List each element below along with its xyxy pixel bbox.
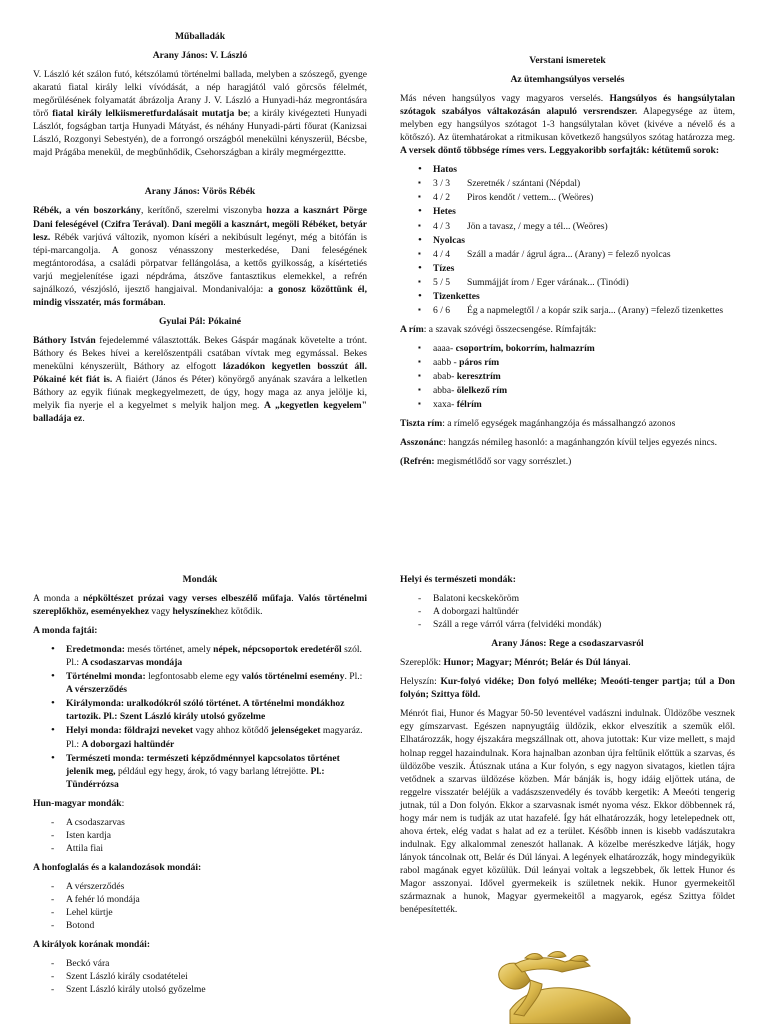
list-item: - Isten kardja (33, 829, 367, 842)
column-helyi-mondak (400, 573, 735, 922)
meter-pattern: 4 / 3 (433, 220, 451, 232)
helyi-heading: Helyi és természeti mondák: (400, 574, 516, 585)
meter-example-text: Summájját írom / Eger várának... (Tinódi) (467, 276, 629, 288)
meter-example-text: Piros kendőt / vettem... (Weöres) (467, 192, 594, 204)
meter-example-text: Szeretnék / szántani (Népdal) (467, 178, 581, 190)
list-item: - Lehel kürtje (33, 906, 367, 919)
list-item: - Szent László király csodatételei (33, 970, 367, 983)
meter-list (400, 163, 735, 317)
meter-example (400, 248, 735, 261)
ballad-text-v-laszlo: V. László két szálon futó, kétszólamú történelmi ballada, melyben a szószegő, gyenge akaratú fiatal király lelki vívódását, a nép haragjától való görcsös félelmét, megőrülésének folyamatát ábrázolja Arany J. V. László a Hunyadi-ház megrontására törő fiatal király lelkiismeretfurdalásait mutatja be; a király kivégezteti Hunyadi Lászlót, fogságban tartja Hunyadi Mátyást, és néhány Hunyadi-párti főurat (Kanizsai László, Rozgonyi Sebestyén), de a forrongó országból menekülni kényszerül, Bécsbe, majd Prágába menekül, de megbűnhődik, Csehországban a király megmérgezttte. (33, 69, 368, 159)
list-item: - Attila fiai (33, 842, 367, 855)
rim-name: páros rím (459, 356, 500, 368)
rim-name: félrím (456, 399, 482, 411)
list-item: - A fehér ló mondája (33, 893, 367, 906)
asszonanc: Asszonánc: hangzás némileg hasonló: a magánhangzón kívül teljes egyezés nincs. (400, 437, 718, 449)
list-item: - A doborgazi haltündér (400, 605, 735, 618)
rim-definition: A rím: a szavak szóvégi összecsengése. Rímfajták: (400, 323, 597, 335)
meter-pattern: 4 / 2 (433, 192, 451, 204)
meter-example (400, 191, 735, 204)
list-item: • Helyi monda: földrajzi neveket vagy ahhoz kötődő jelenségeket magyaráz. Pl.: A doborgazi haltündér (33, 724, 367, 750)
meter-pattern: 4 / 4 (433, 248, 451, 260)
rim-code: xaxa- (433, 399, 457, 411)
meter-name: • Hetes (400, 205, 735, 218)
honfoglalas-heading: A honfoglalás és a kalandozások mondái: (33, 861, 202, 873)
list-item: - Beckó vára (33, 957, 367, 970)
ballad-title-v-laszlo: Arany János: V. László (152, 50, 248, 62)
kiralyok-heading: A királyok korának mondái: (33, 939, 151, 951)
rim-type (400, 356, 735, 369)
ballad-text-pokaine: Báthory István fejedelemmé választották. Bekes Gáspár magának követelte a trónt. Báthory és Bekes hívei a kerelőszentpáli csatában vívtak meg egymással. Bekes menekülni kényszerült, Báthory az elfogott lázadókon kegyetlen bosszút áll. Pókainé két fiát is. A fiaiért (János és Péter) könyörgő anyának szavára a lelketlen Báthory az egyik fiúnak megkegyelmezett, de úgy, hogy maga az anya jelölje ki, melyik fia nyerje el a kegyelmet s melyik haljon meg. A „kegyetlen kegyelem" balladája ez. (33, 334, 368, 425)
meter-pattern: 3 / 3 (433, 178, 451, 190)
rim-type (400, 342, 735, 355)
helyi-list (400, 592, 735, 631)
rege-title: Arany János: Rege a csodaszarvasról (491, 638, 644, 650)
verstan-intro: Más néven hangsúlyos vagy magyaros verselés. Hangsúlyos és hangsúlytalan szótagok szabályos váltakozásán alapuló versrendszer. Alapegysége az ütem, melyben egy hangsúlyos szótagot 1-3 hangsúlytalan követ (kivéve a névelő és a kötőszó). Az ütemhatárokat a ritmikusan következő hangsúlyos szótag határozza meg. A versek döntő többsége rímes vers. Leggyakoribb sorfajták: kétütemű sorok: (400, 93, 735, 157)
hun-magyar-heading: Hun-magyar mondák: (33, 797, 125, 809)
list-item: • Természeti monda: természeti képződménnyel kapcsolatos történet jelenik meg, például egy hegy, árok, tó vagy barlang létrejötte. Pl.: Tündérrózsa (33, 752, 367, 791)
list-item: - Száll a rege várról várra (felvidéki mondák) (400, 618, 735, 631)
rim-type-list (400, 342, 735, 411)
rim-name: keresztrím (456, 370, 501, 382)
list-item: - A csodaszarvas (33, 816, 367, 829)
meter-example-text: Száll a madár / ágrul ágra... (Arany) = felező nyolcas (467, 248, 671, 260)
kiralyok-list (33, 957, 367, 996)
column-muballadak (33, 30, 367, 431)
list-item: - A vérszerződés (33, 880, 367, 893)
meter-pattern: 5 / 5 (433, 276, 451, 288)
monda-type-list (33, 643, 367, 791)
list-item: • Eredetmonda: mesés történet, amely népek, népcsoportok eredetéről szól. Pl.: A csodaszarvas mondája (33, 643, 367, 669)
ballad-title-pokaine: Gyulai Pál: Pókainé (158, 315, 242, 327)
meter-example (400, 276, 735, 289)
szereplok: Szereplők: Hunor; Magyar; Ménrót; Belár és Dúl lányai. (400, 657, 631, 669)
monda-types-heading: A monda fajtái: (33, 625, 98, 637)
rim-type (400, 398, 735, 411)
list-item: - Szent László király utolsó győzelme (33, 983, 367, 996)
list-item: - Balatoni kecskeköröm (400, 592, 735, 605)
ballad-text-voros-rebek: Rébék, a vén boszorkány, kerítőnő, szerelmi viszonyba hozza a kasznárt Pörge Dani feleségével (Czifra Terával). Dani megöli a kasznárt, megöli Rébéket, betyár lesz. Rébék varjúvá változik, nyomon kíséri a nekibúsult legényt, még a bitófán is tépi-marcangolja. A gonosz vénasszony mesterkedése, Dani feleségének megtántorodása, a családi pörpatvar fellángolása, a kettős gyilkosság, a kísértetiés varjú megjelenítése igazi népdráma, átszőve fantasztikus elemekkel, a refrén sajnálkozó, vészjósló, ijesztő hangjaival. Mondanivalója: a gonosz közöttünk él, mindig visszatér, más formában. (33, 205, 368, 308)
rim-code: abab- (433, 370, 457, 382)
list-item: - Botond (33, 919, 367, 932)
tiszta-rim: Tiszta rím: a rímelő egységek magánhangzója és mássalhangzó azonos (400, 418, 676, 430)
rim-code: abba- (433, 385, 457, 397)
helyszin: Helyszín: Kur-folyó vidéke; Don folyó melléke; Meoóti-tenger partja; túl a Don folyón; Szittya föld. (400, 676, 736, 701)
rim-name: csoportrím, bokorrím, halmazrím (455, 342, 595, 354)
honfoglalas-list (33, 880, 367, 932)
rege-story: Ménrót fiai, Hunor és Magyar 50-50 leventével vadászni indulnak. Üldözőbe vesznek egy gímszarvast. Egészen napnyugtáig üldözik, ekkor elveszítik a szemük elől. Elhatározzák, hogy éjszakára megszállnak ott, ahova jutottak: Kur vize mellett, s majd holnap reggel hazaindulnak. Kora hajnalban azonban újra feltűnik előttük a szarvas, és üldözőbe veszik. Átúsznak utána a Kur folyón, s egy nagyon sivatagos, kietlen tájra vetődnek a szarvas üldözése közben. Már bánják is, hogy idáig eljöttek utána, de reggelre visszatér beléjük a vadászszenvedély és tovább kergetik: A Meeóti tengerig jutnak, túl a Don folyón. Ekkor a szarvasnak ismét nyoma vész. Ekkor döbbennek rá, hogy már nem is tudják az utat hazafelé. Így hát elhatározzák, hogy letelepednek ott, ahova értek, elég vadat s halat ad ez a terület. Később innen is kisebb vadászutakra indulnak. Egy alkalommal zeneszót hallanak. A közelbe merészkedve látják, hogy lányok táncolnak ott, Belár és Dúl lányai. A legények elhatározzák, hogy mindegyikük rabol magának egyet közülük. Dúl leányai voltak a legszebbek, ők lettek Hunor és Magor asszonyai. Idővel gyermekeik is születnek nekik. Hunor gyermekeitől származnak a hunok, Magyar gyermekeitől a magyarok, egész Szittya földet benépesítették. (400, 708, 735, 916)
meter-name: • Nyolcas (400, 234, 735, 247)
section-heading: Verstani ismeretek (529, 55, 606, 66)
section-heading: Műballadák (174, 31, 226, 42)
meter-example-text: Jön a tavasz, / megy a tél... (Weöres) (467, 220, 608, 232)
rim-type (400, 384, 735, 397)
section-subheading: Az ütemhangsúlyos verselés (510, 74, 625, 86)
rim-code: aaaa- (433, 342, 456, 354)
meter-example (400, 220, 735, 233)
meter-name: • Hatos (400, 163, 735, 176)
monda-definition: A monda a népköltészet prózai vagy verses elbeszélő műfaja. Valós történelmi szereplőkhöz, eseményekhez vagy helyszínekhez kötődik. (33, 593, 368, 618)
ballad-title-voros-rebek: Arany János: Vörös Rébék (144, 186, 256, 198)
refren: (Refrén: megismétlődő sor vagy sorrészlet.) (400, 456, 572, 468)
golden-stag-icon (470, 950, 635, 1024)
meter-pattern: 6 / 6 (433, 304, 451, 316)
meter-name: • Tízes (400, 262, 735, 275)
column-verstan (400, 54, 735, 474)
meter-example-text: Ég a napmelegtől / a kopár szik sarja... (Arany) =felező tizenkettes (467, 304, 724, 316)
section-heading: Mondák (182, 574, 218, 585)
rim-name: ölelkező rím (456, 385, 508, 397)
meter-example (400, 304, 735, 317)
column-mondak (33, 573, 367, 1002)
meter-example (400, 177, 735, 190)
list-item: • Királymonda: uralkodókról szóló történet. A történelmi mondákhoz tartozik. Pl.: Szent László király utolsó győzelme (33, 697, 367, 723)
rim-code: aabb - (433, 356, 460, 368)
list-item: • Történelmi monda: legfontosabb eleme egy valós történelmi esemény. Pl.: A vérszerződés (33, 670, 367, 696)
rim-type (400, 370, 735, 383)
hun-magyar-list (33, 816, 367, 855)
meter-name: • Tizenkettes (400, 290, 735, 303)
